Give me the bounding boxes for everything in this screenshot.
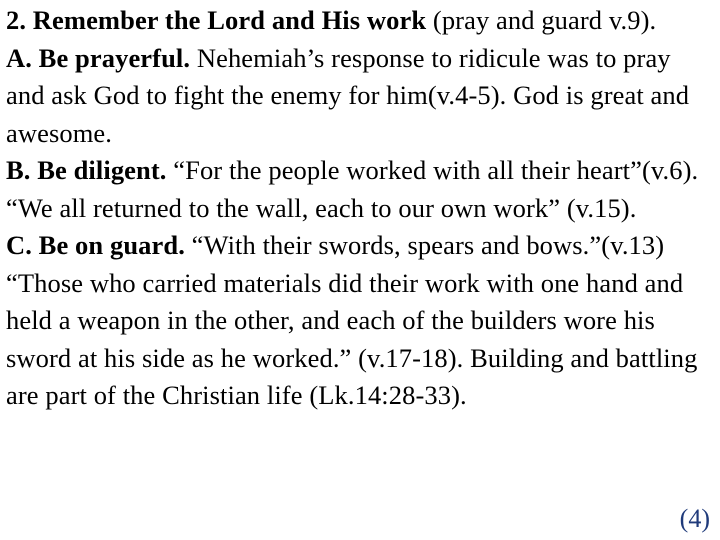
slide-body <box>6 2 706 415</box>
point-2-text: (pray and guard v.9). <box>426 5 657 35</box>
point-a-paragraph <box>6 40 706 153</box>
point-2-heading: 2. Remember the Lord and His work <box>6 5 427 35</box>
point-c-text: “With their swords, spears and bows.”(v.13) “Those who carried materials did their work with one hand and held a weapon in the other, and each of the builders wore his sword at his side as he worked.” (v.17-18). Building and battling are part of the Christian life (Lk.14:28-33). <box>6 230 698 410</box>
point-c-heading: C. Be on guard. <box>6 230 185 260</box>
point-b-heading: B. Be diligent. <box>6 155 167 185</box>
point-a-text: Nehemiah’s response to ridicule was to pray and ask God to fight the enemy for him(v.4-5). God is great and awesome. <box>6 42 690 148</box>
point-b-text: “For the people worked with all their heart”(v.6). “We all returned to the wall, each to our own work” (v.15). <box>6 155 699 223</box>
point-b-paragraph <box>6 152 706 227</box>
page-number: (4) <box>679 504 710 533</box>
point-c-paragraph <box>6 227 706 415</box>
point-2-paragraph <box>6 2 706 40</box>
point-a-heading: A. Be prayerful. <box>6 42 191 73</box>
